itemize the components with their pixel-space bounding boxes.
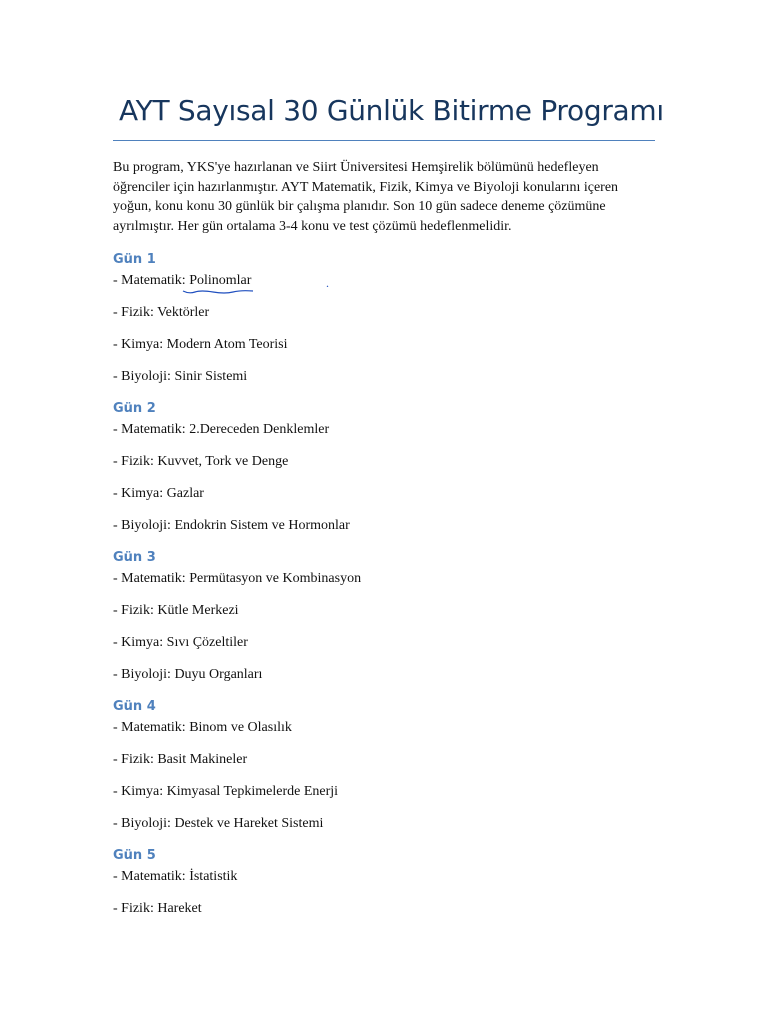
topic-text: - Fizik: Kütle Merkezi [113, 603, 239, 618]
topic-text: - Biyoloji: Duyu Organları [113, 667, 263, 682]
topic-item [113, 420, 673, 452]
spellcheck-underline [183, 286, 323, 294]
day-section [113, 845, 673, 931]
topic-item [113, 601, 673, 633]
day-section [113, 547, 673, 696]
title-block [113, 92, 664, 141]
topic-text: - Kimya: Kimyasal Tepkimelerde Enerji [113, 784, 339, 799]
day-heading: Gün 4 [113, 699, 156, 714]
topic-text: - Fizik: Basit Makineler [113, 752, 248, 767]
intro-paragraph: Bu program, YKS'ye hazırlanan ve Siirt Üniversitesi Hemşirelik bölümünü hedefleyen öğrenciler için hazırlanmıştır. AYT Matematik, Fizik, Kimya ve Biyoloji konularını içeren yoğun, konu konu 30 günlük bir çalışma planıdır. Son 10 gün sadece deneme çözümüne ayrılmıştır. Her gün ortalama 3-4 konu ve test çözümü hedeflenmelidir. [113, 160, 619, 234]
day-section [113, 398, 673, 547]
day-section [113, 249, 673, 398]
topic-text: - Matematik: Binom ve Olasılık [113, 720, 292, 735]
day-heading: Gün 2 [113, 401, 156, 416]
topic-item [113, 718, 673, 750]
day-section [113, 696, 673, 845]
topic-item [113, 516, 673, 547]
topic-text: - Kimya: Sıvı Çözeltiler [113, 635, 248, 650]
topic-item [113, 484, 673, 516]
topic-item [113, 633, 673, 665]
topic-item [113, 367, 673, 398]
topic-item [113, 569, 673, 601]
topic-item [113, 899, 673, 931]
topic-item [113, 335, 673, 367]
topic-item [113, 271, 673, 303]
topic-text: - Biyoloji: Endokrin Sistem ve Hormonlar [113, 518, 350, 533]
day-heading: Gün 3 [113, 550, 156, 565]
topic-item [113, 452, 673, 484]
topic-text: - Matematik: Permütasyon ve Kombinasyon [113, 571, 362, 586]
topic-item [113, 303, 673, 335]
topic-text: - Kimya: Modern Atom Teorisi [113, 337, 288, 352]
topic-text: - Matematik: İstatistik [113, 869, 238, 884]
topic-item [113, 665, 673, 696]
schedule [113, 249, 673, 931]
topic-text: - Biyoloji: Sinir Sistemi [113, 369, 248, 384]
topic-item [113, 867, 673, 899]
topic-text: - Fizik: Vektörler [113, 305, 210, 320]
topic-text: - Matematik: 2.Dereceden Denklemler [113, 422, 330, 437]
topic-item [113, 814, 673, 845]
topic-text: - Kimya: Gazlar [113, 486, 204, 501]
day-heading: Gün 5 [113, 848, 156, 863]
topic-text: - Fizik: Hareket [113, 901, 202, 916]
topic-item [113, 782, 673, 814]
topic-text: - Matematik: Polinomlar [113, 273, 252, 288]
topic-item [113, 750, 673, 782]
day-heading: Gün 1 [113, 252, 156, 267]
spellcheck-dot: . [326, 276, 329, 290]
topic-text: - Fizik: Kuvvet, Tork ve Denge [113, 454, 289, 469]
document-title: AYT Sayısal 30 Günlük Bitirme Programı [119, 94, 664, 127]
topic-text: - Biyoloji: Destek ve Hareket Sistemi [113, 816, 324, 831]
